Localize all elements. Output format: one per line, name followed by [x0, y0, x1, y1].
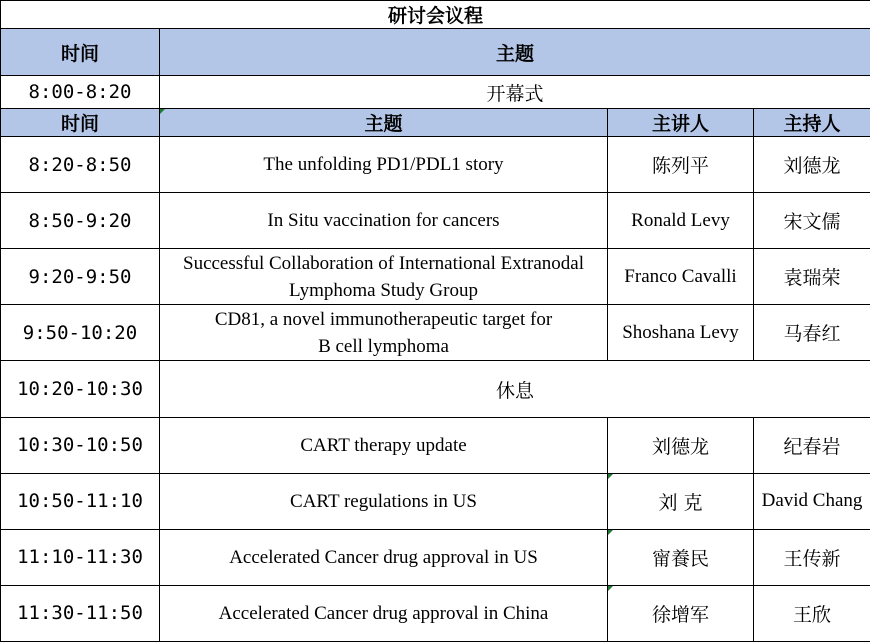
session-time: 10:30-10:50 [1, 417, 160, 473]
break-row [1, 361, 870, 417]
topic-line-1: CD81, a novel immunotherapeutic target for [214, 308, 553, 330]
session-speaker: Franco Cavalli [608, 249, 754, 305]
session-time: 9:20-9:50 [1, 249, 160, 305]
session-time: 9:50-10:20 [1, 305, 160, 361]
session-host: 宋文儒 [754, 193, 870, 249]
session-topic: CART regulations in US [160, 473, 608, 529]
opening-row [1, 76, 870, 109]
session-speaker: Shoshana Levy [608, 305, 754, 361]
main-header-row [1, 29, 870, 76]
session-speaker: 徐增军 [608, 585, 754, 641]
agenda-title: 研讨会议程 [1, 1, 870, 29]
subheader-topic: 主题 [160, 109, 608, 137]
session-topic: Accelerated Cancer drug approval in China [160, 585, 608, 641]
session-host: 刘德龙 [754, 137, 870, 193]
opening-time: 8:00-8:20 [1, 76, 160, 109]
session-row [1, 193, 870, 249]
session-topic: CART therapy update [160, 417, 608, 473]
session-row [1, 585, 870, 641]
session-topic: Accelerated Cancer drug approval in US [160, 529, 608, 585]
topic-line-1: Successful Collaboration of International Extranodal [183, 252, 584, 274]
title-row [1, 1, 870, 29]
subheader-speaker: 主讲人 [608, 109, 754, 137]
header-time: 时间 [1, 29, 160, 76]
session-speaker: 刘德龙 [608, 417, 754, 473]
session-time: 8:50-9:20 [1, 193, 160, 249]
session-speaker: 陈列平 [608, 137, 754, 193]
sub-header-row [1, 109, 870, 137]
session-row [1, 473, 870, 529]
session-row [1, 137, 870, 193]
session-topic [160, 249, 608, 305]
session-host: David Chang [754, 473, 870, 529]
session-topic: In Situ vaccination for cancers [160, 193, 608, 249]
session-row [1, 249, 870, 305]
topic-line-2: Lymphoma Study Group [289, 279, 478, 301]
break-time: 10:20-10:30 [1, 361, 160, 417]
session-row [1, 417, 870, 473]
session-speaker: 甯養民 [608, 529, 754, 585]
session-time: 10:50-11:10 [1, 473, 160, 529]
session-row [1, 529, 870, 585]
session-speaker: 刘 克 [608, 473, 754, 529]
opening-topic: 开幕式 [160, 76, 870, 109]
session-topic: The unfolding PD1/PDL1 story [160, 137, 608, 193]
session-host: 王欣 [754, 585, 870, 641]
subheader-time: 时间 [1, 109, 160, 137]
session-host: 马春红 [754, 305, 870, 361]
session-host: 袁瑞荣 [754, 249, 870, 305]
session-speaker: Ronald Levy [608, 193, 754, 249]
session-host: 纪春岩 [754, 417, 870, 473]
topic-line-2: B cell lymphoma [318, 335, 449, 357]
header-topic: 主题 [160, 29, 870, 76]
session-host: 王传新 [754, 529, 870, 585]
session-time: 8:20-8:50 [1, 137, 160, 193]
session-row [1, 305, 870, 361]
session-time: 11:10-11:30 [1, 529, 160, 585]
subheader-host: 主持人 [754, 109, 870, 137]
break-label: 休息 [160, 361, 870, 417]
session-time: 11:30-11:50 [1, 585, 160, 641]
session-topic [160, 305, 608, 361]
